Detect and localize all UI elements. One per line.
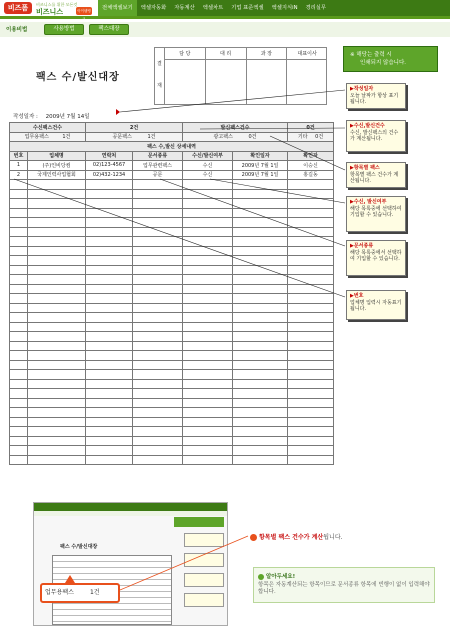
table-cell[interactable]: 02)432-1234: [86, 170, 133, 180]
table-cell[interactable]: 1: [10, 161, 28, 171]
approval-side-top: 결: [157, 61, 162, 67]
brand-name: 비즈니스: [36, 8, 64, 16]
note-title: ▶수신,발신건수: [350, 123, 385, 129]
send-count-value: 0건: [288, 123, 334, 133]
callout-text: [250, 532, 343, 541]
cat-value: 1건: [147, 134, 156, 141]
cat-value: 0건: [248, 134, 257, 141]
tip-box: [253, 567, 435, 603]
nav-item-excel-automation[interactable]: 엑셀자동화: [140, 5, 167, 11]
send-count-label: 발신팩스건수: [183, 123, 288, 133]
cat-value: 0건: [315, 134, 324, 141]
tip-body: 항목은 자동계산되는 항목이므로 문서종류 항목에 빈행이 없이 입력해야 합니다.: [258, 582, 430, 595]
nav-item-all-excel[interactable]: 전체액셀보기: [98, 0, 137, 16]
cat-label: 광고팩스: [213, 134, 233, 141]
usage-button[interactable]: 사용방법: [44, 24, 84, 35]
note-body: 오늘 날짜가 항상 표기됩니다.: [350, 92, 399, 105]
tip-title-text: 알아두세요!: [266, 574, 296, 580]
table-cell[interactable]: 2009년 7월 1일: [233, 170, 288, 180]
note-body: 업체명 입력시 자동표기됩니다.: [350, 299, 402, 312]
bullet-icon: [250, 534, 257, 541]
nav-item-auto-calc[interactable]: 자동계산: [174, 5, 195, 11]
col-header: 연락처: [86, 151, 133, 161]
note-body: 해당 목록중에서 선택하여 기입할 수 있습니다.: [350, 249, 402, 262]
note-title: ▶수신, 발신여부: [350, 199, 387, 205]
table-cell[interactable]: 2009년 7월 1일: [233, 161, 288, 171]
nav-item-accounting[interactable]: 경리실무: [305, 5, 326, 11]
note-body: 수신, 발신팩스의 건수가 계산됩니다.: [350, 129, 399, 142]
note-body: 해당 목록중에 선택하여 기입할 수 있습니다.: [350, 205, 402, 218]
table-cell[interactable]: (주)인비당컴: [28, 161, 86, 171]
table-cell[interactable]: 02)123-4567: [86, 161, 133, 171]
brand-tagline: 비즈니스를 위한 모든것: [36, 2, 78, 7]
lightbulb-icon: [258, 574, 264, 580]
zoom-label: 업무용팩스: [45, 589, 74, 596]
cat-value: 1건: [62, 134, 71, 141]
note-body: 항목별 팩스 건수가 계산됩니다.: [350, 171, 399, 184]
cat-label: 기타: [297, 134, 308, 141]
recv-count-label: 수신팩스건수: [10, 123, 86, 133]
approval-role: 대 리: [206, 48, 247, 59]
col-header: 문서종류: [133, 151, 183, 161]
approval-role: 담 당: [165, 48, 206, 59]
col-header: 번호: [10, 151, 28, 161]
table-cell[interactable]: 홍길동: [288, 170, 334, 180]
callout-rest: 됩니다.: [323, 534, 343, 541]
note-title: ▶항목별 팩스: [350, 165, 380, 171]
recv-count-value: 2건: [86, 123, 183, 133]
print-notice-line1: ※ 해당는 출력 시: [350, 52, 392, 58]
tip-title: [258, 572, 430, 580]
note-title: ▶번호: [350, 293, 364, 299]
approval-side-bottom: 재: [157, 83, 162, 89]
nav-item-excel-knowledge[interactable]: 엑셀지식iN: [271, 5, 298, 11]
table-cell[interactable]: 수신: [183, 161, 233, 171]
date-label: 작성일자 :: [13, 114, 38, 120]
table-cell[interactable]: 수신: [183, 170, 233, 180]
callout-bold: 항목별 팩스 건수가 계산: [259, 534, 324, 541]
table-cell[interactable]: 공문: [133, 170, 183, 180]
col-header: 확인자: [288, 151, 334, 161]
cat-label: 업무용팩스: [24, 134, 49, 141]
fax-ledger-button[interactable]: 팩스대장: [89, 24, 129, 35]
approval-role: 대표이사: [297, 51, 317, 57]
col-header: 확인일자: [233, 151, 288, 161]
table-cell[interactable]: 국제인력사업협회: [28, 170, 86, 180]
table-cell[interactable]: 업무관련팩스: [133, 161, 183, 171]
subbar-label: 이용비법: [6, 27, 28, 33]
note-title: ▶문서종류: [350, 243, 374, 249]
table-cell[interactable]: 이승신: [288, 161, 334, 171]
col-header: 업체명: [28, 151, 86, 161]
approval-role: 과 장: [247, 48, 288, 59]
col-header: 수신/발신여부: [183, 151, 233, 161]
nav-item-excel-chart[interactable]: 엑셀차트: [202, 5, 224, 11]
table-cell[interactable]: 2: [10, 170, 28, 180]
date-value[interactable]: 2009년 7월 14일: [45, 114, 90, 120]
note-title: ▶작성일자: [350, 86, 374, 92]
zoom-value: 1건: [89, 589, 100, 596]
preview-title: 팩스 수/발신대장: [60, 544, 98, 550]
brand-badge: 아이템뱅크: [77, 9, 91, 21]
page-title: 팩스 수/발신대장: [36, 72, 120, 83]
nav-item-corporate-standard[interactable]: 기업 표준엑셀: [231, 5, 264, 11]
detail-title: 팩스 수,발신 상세내역: [10, 142, 334, 152]
cat-label: 공문팩스: [112, 134, 132, 141]
bizforms-logo[interactable]: 비즈폼: [4, 2, 32, 14]
print-notice-line2: 인쇄되지 않습니다.: [360, 60, 407, 66]
